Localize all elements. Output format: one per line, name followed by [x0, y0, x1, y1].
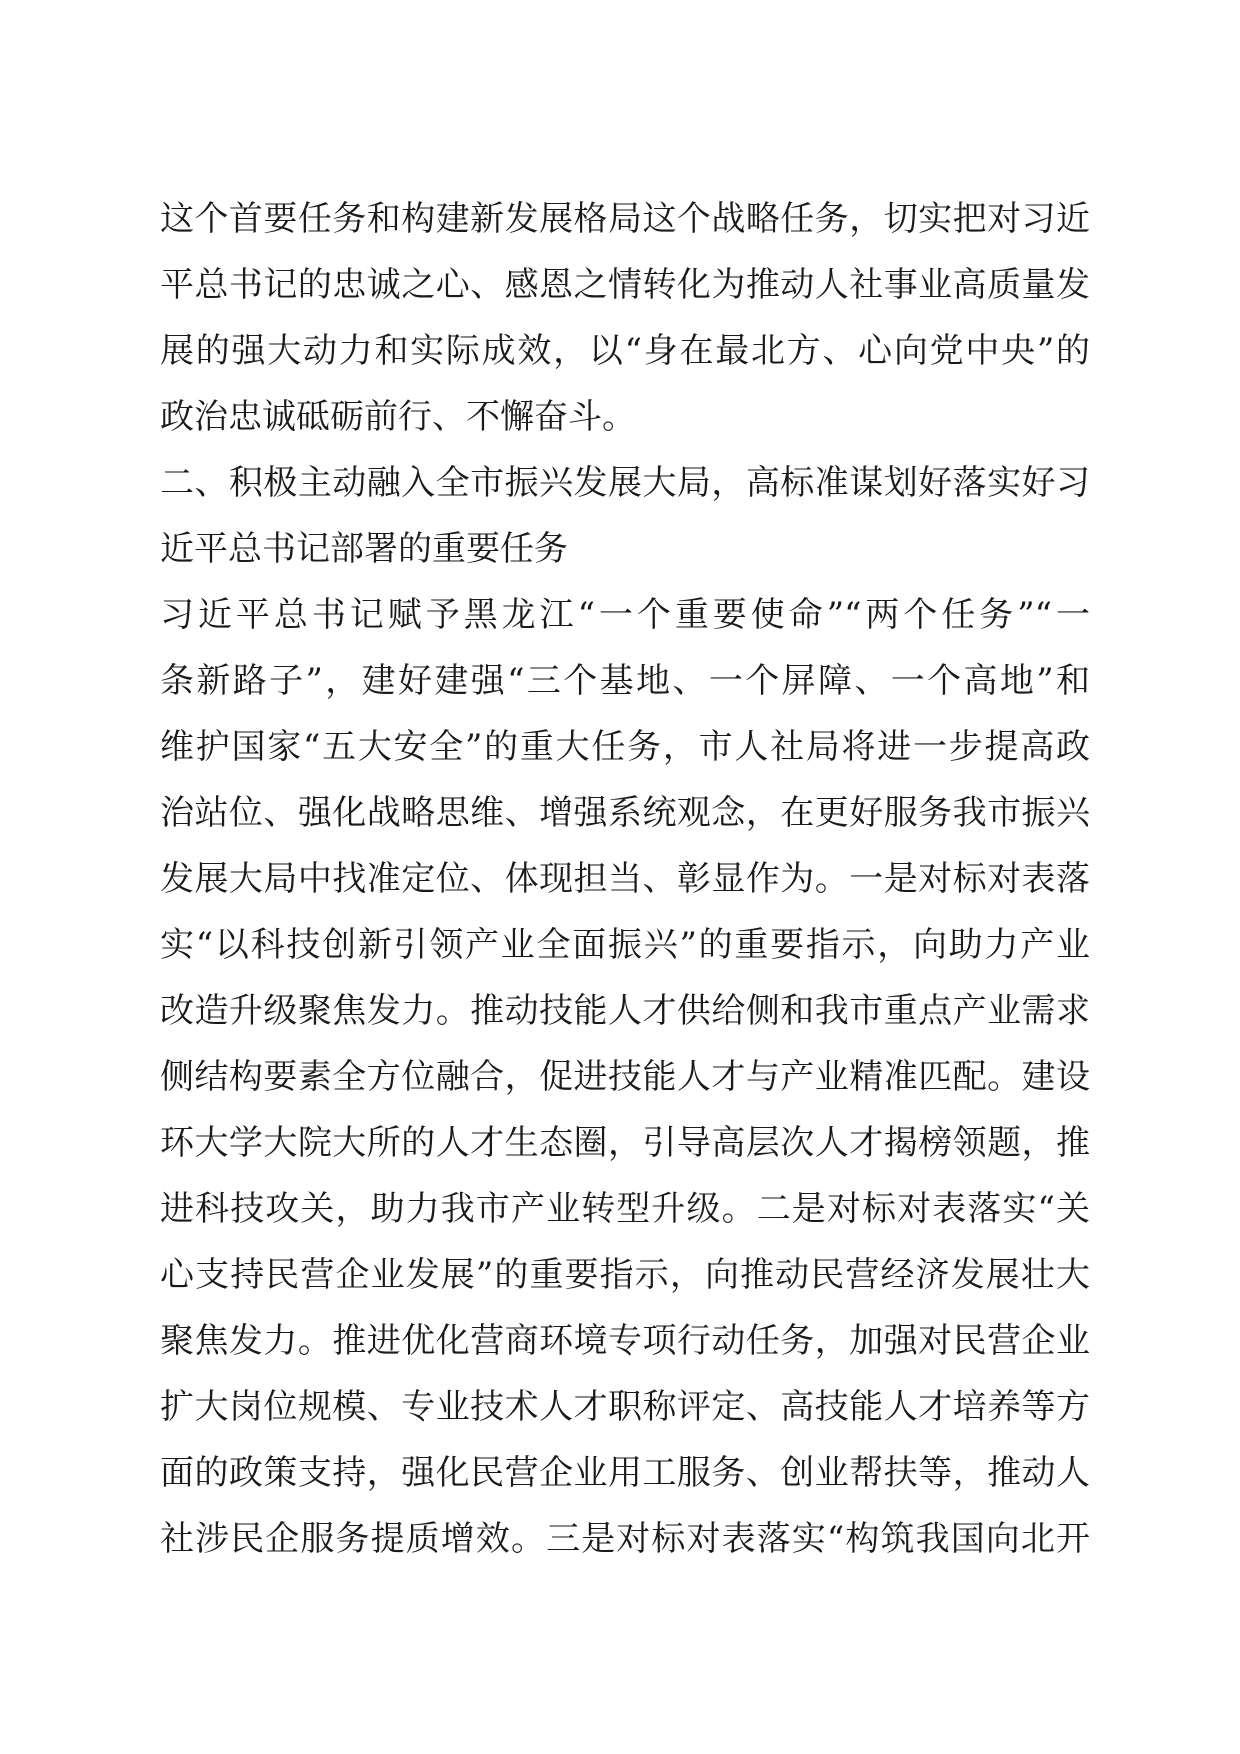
section-heading-line: 二、积极主动融入全市振兴发展大局，高标准谋划好落实好习 — [160, 463, 1090, 503]
text-line: 扩大岗位规模、专业技术人才职称评定、高技能人才培养等方 — [160, 1387, 1090, 1427]
text-line: 聚焦发力。推进优化营商环境专项行动任务，加强对民营企业 — [160, 1321, 1090, 1361]
text-line: 展的强大动力和实际成效，以“身在最北方、心向党中央”的 — [160, 331, 1090, 371]
text-line: 环大学大院大所的人才生态圈，引导高层次人才揭榜领题，推 — [160, 1123, 1090, 1163]
text-line: 侧结构要素全方位融合，促进技能人才与产业精准匹配。建设 — [160, 1057, 1090, 1097]
text-line: 政治忠诚砥砺前行、不懈奋斗。 — [160, 397, 636, 437]
text-line: 维护国家“五大安全”的重大任务，市人社局将进一步提高政 — [160, 727, 1090, 767]
text-line: 治站位、强化战略思维、增强系统观念，在更好服务我市振兴 — [160, 793, 1090, 833]
text-line: 发展大局中找准定位、体现担当、彰显作为。一是对标对表落 — [160, 859, 1090, 899]
text-line: 改造升级聚焦发力。推动技能人才供给侧和我市重点产业需求 — [160, 991, 1090, 1031]
body-text — [160, 186, 1090, 1572]
text-line: 这个首要任务和构建新发展格局这个战略任务，切实把对习近 — [160, 199, 1090, 239]
text-line: 条新路子”，建好建强“三个基地、一个屏障、一个高地”和 — [160, 661, 1090, 701]
text-line: 平总书记的忠诚之心、感恩之情转化为推动人社事业高质量发 — [160, 265, 1090, 305]
text-line: 社涉民企服务提质增效。三是对标对表落实“构筑我国向北开 — [160, 1519, 1090, 1559]
text-line: 习近平总书记赋予黑龙江“一个重要使命”“两个任务”“一 — [160, 595, 1090, 635]
text-line: 实“以科技创新引领产业全面振兴”的重要指示，向助力产业 — [160, 925, 1090, 965]
text-line: 心支持民营企业发展”的重要指示，向推动民营经济发展壮大 — [160, 1255, 1090, 1295]
text-line: 进科技攻关，助力我市产业转型升级。二是对标对表落实“关 — [160, 1189, 1090, 1229]
text-line: 面的政策支持，强化民营企业用工服务、创业帮扶等，推动人 — [160, 1453, 1090, 1493]
section-heading-line: 近平总书记部署的重要任务 — [160, 529, 568, 569]
